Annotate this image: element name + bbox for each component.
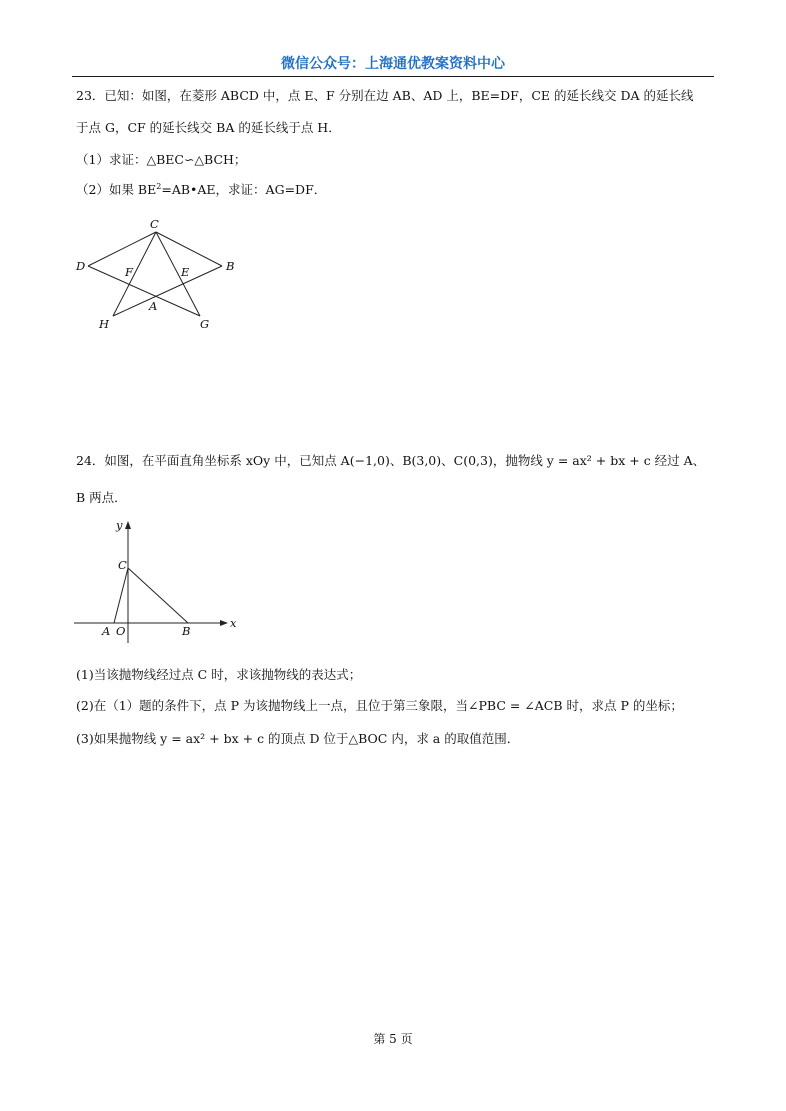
q24-part2: (2)在（1）题的条件下，点 P 为该抛物线上一点，且位于第三象限，当∠PBC = ∠ACB 时，求点 P 的坐标； <box>76 698 683 713</box>
label-O: O <box>116 624 126 638</box>
q24-line1: 24．如图，在平面直角坐标系 xOy 中，已知点 A(−1,0)、B(3,0)、C(0,3)，抛物线 y = ax² + bx + c 经过 A、 <box>76 453 706 468</box>
rhombus-figure <box>70 212 250 337</box>
label-F: F <box>125 265 133 279</box>
label-B: B <box>226 259 235 273</box>
label-y: y <box>116 518 123 532</box>
label-H: H <box>99 317 110 331</box>
q23-part2-post: =AB•AE，求证：AG=DF． <box>161 182 327 197</box>
label-A: A <box>102 624 111 638</box>
label-G: G <box>200 317 210 331</box>
q24-line2: B 两点． <box>76 490 127 505</box>
segment-AC <box>114 568 128 623</box>
q23-part2 <box>76 180 326 198</box>
page-number: 第 5 页 <box>373 1032 413 1046</box>
x-axis-arrow <box>220 620 228 626</box>
label-C: C <box>150 217 159 231</box>
q24-part3: (3)如果抛物线 y = ax² + bx + c 的顶点 D 位于△BOC 内，求 a 的取值范围． <box>76 731 520 746</box>
label-B: B <box>182 624 191 638</box>
q23-part2-sup: 2 <box>156 181 162 191</box>
q23-part1: （1）求证：△BEC∽△BCH； <box>76 152 247 167</box>
segment-CB <box>128 568 188 623</box>
segment-CB <box>156 232 222 266</box>
label-E: E <box>181 265 190 279</box>
q23-line2: 于点 G，CF 的延长线交 BA 的延长线于点 H． <box>76 120 341 135</box>
label-D: D <box>76 259 86 273</box>
q24-part1: (1)当该抛物线经过点 C 时，求该抛物线的表达式； <box>76 667 362 682</box>
y-axis-arrow <box>125 521 131 529</box>
label-A: A <box>149 299 158 313</box>
q23-line1: 23．已知：如图，在菱形 ABCD 中，点 E、F 分别在边 AB、AD 上，BE=DF，CE 的延长线交 DA 的延长线 <box>76 88 694 103</box>
segment-CG <box>156 232 200 316</box>
coordinate-figure <box>70 515 245 645</box>
segment-CD <box>88 232 156 266</box>
page-header: 微信公众号：上海通优教案资料中心 <box>72 52 714 77</box>
label-x: x <box>230 616 237 630</box>
label-C: C <box>118 558 127 572</box>
q23-part2-pre: （2）如果 BE <box>76 182 157 197</box>
